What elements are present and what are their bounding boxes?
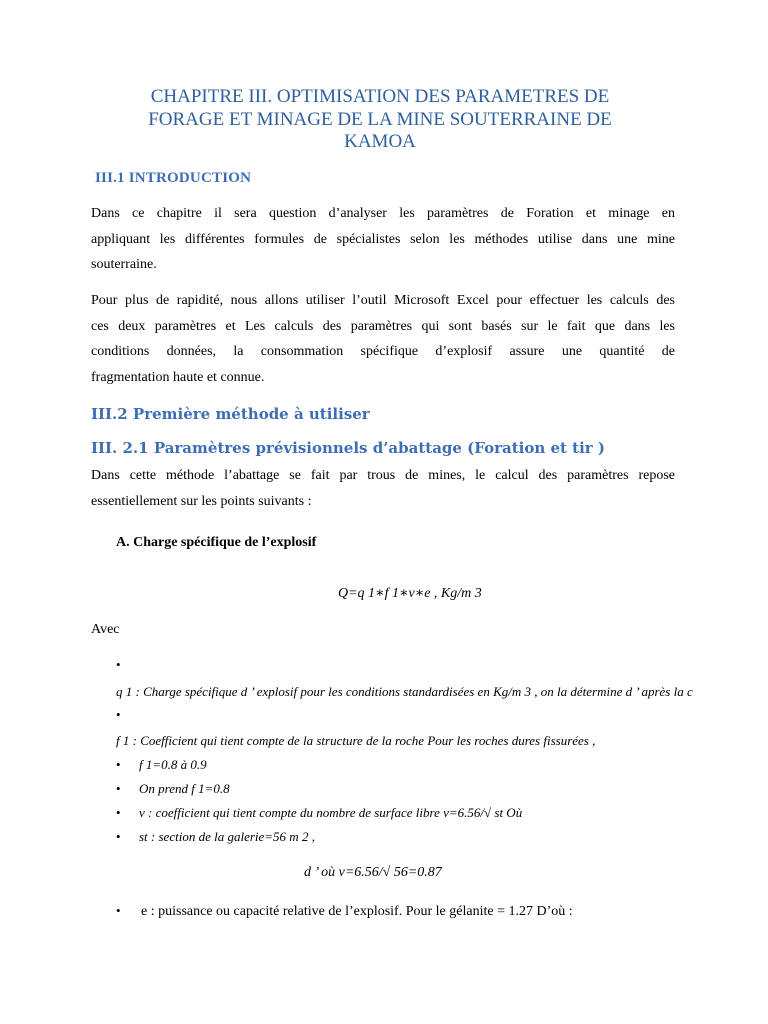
method-heading: III.2 Première méthode à utiliser <box>91 405 370 423</box>
bullet-icon: • <box>116 757 121 772</box>
formula-q: Q=q 1∗f 1∗v∗e , Kg/m 3 <box>338 586 482 601</box>
paragraph-line: conditions données, la consommation spécifique d’explosif assure une quantité de <box>91 344 675 359</box>
bullet-icon: • <box>116 805 121 820</box>
paragraph-line: Pour plus de rapidité, nous allons utiliser l’outil Microsoft Excel pour effectuer les calculs des <box>91 293 675 308</box>
paragraph-line: souterraine. <box>91 257 157 272</box>
paragraph-line: appliquant les différentes formules de spécialistes selon les méthodes utilise dans une mine <box>91 231 675 247</box>
bullet-icon: • <box>116 657 121 672</box>
subsection-a-heading: A. Charge spécifique de l’explosif <box>116 535 317 550</box>
bullet-text-q1: q 1 : Charge spécifique d ’ explosif pour les conditions standardisées en Kg/m 3 , on la détermine d ’ après la c <box>116 684 693 699</box>
paragraph-line: fragmentation haute et connue. <box>91 369 265 385</box>
bullet-text-st: st : section de la galerie=56 m 2 , <box>139 829 315 844</box>
chapter-title-line-2: FORAGE ET MINAGE DE LA MINE SOUTERRAINE DE <box>148 108 612 130</box>
intro-paragraph-1 <box>91 201 675 278</box>
intro-paragraph-2 <box>91 288 675 390</box>
parameters-paragraph <box>91 463 675 514</box>
bullet-text-v: v : coefficient qui tient compte du nombre de surface libre v=6.56/√ st Où <box>139 805 523 820</box>
paragraph-line: essentiellement sur les points suivants : <box>91 493 312 509</box>
formula-v: d ’ où v=6.56/√ 56=0.87 <box>304 865 442 880</box>
chapter-title-line-1: CHAPITRE III. OPTIMISATION DES PARAMETRES DE <box>150 86 610 107</box>
avec-label: Avec <box>91 622 120 637</box>
bullet-icon: • <box>116 829 121 844</box>
parameters-heading: III. 2.1 Paramètres prévisionnels d’abattage (Foration et tir ) <box>91 439 606 457</box>
bullet-text-e: e : puissance ou capacité relative de l’explosif. Pour le gélanite = 1.27 D’où : <box>141 904 573 919</box>
paragraph-line: Dans cette méthode l’abattage se fait par trous de mines, le calcul des paramètres repose <box>91 468 675 483</box>
paragraph-line: ces deux paramètres et Les calculs des paramètres qui sont basés sur le fait que dans les <box>91 318 675 334</box>
chapter-title-line-3: KAMOA <box>344 131 416 152</box>
chapter-title <box>110 86 650 154</box>
paragraph-line: Dans ce chapitre il sera question d’analyser les paramètres de Foration et minage en <box>91 206 675 221</box>
bullet-text-f1: f 1 : Coefficient qui tient compte de la structure de la roche Pour les roches dures fissurées , <box>116 733 596 748</box>
bullet-icon: • <box>116 707 121 722</box>
introduction-heading: III.1 INTRODUCTION <box>95 170 252 186</box>
bullet-icon: • <box>116 903 121 918</box>
bullet-text-on-prend: On prend f 1=0.8 <box>139 781 230 796</box>
bullet-icon: • <box>116 781 121 796</box>
bullet-text-f1-range: f 1=0.8 à 0.9 <box>139 757 207 772</box>
